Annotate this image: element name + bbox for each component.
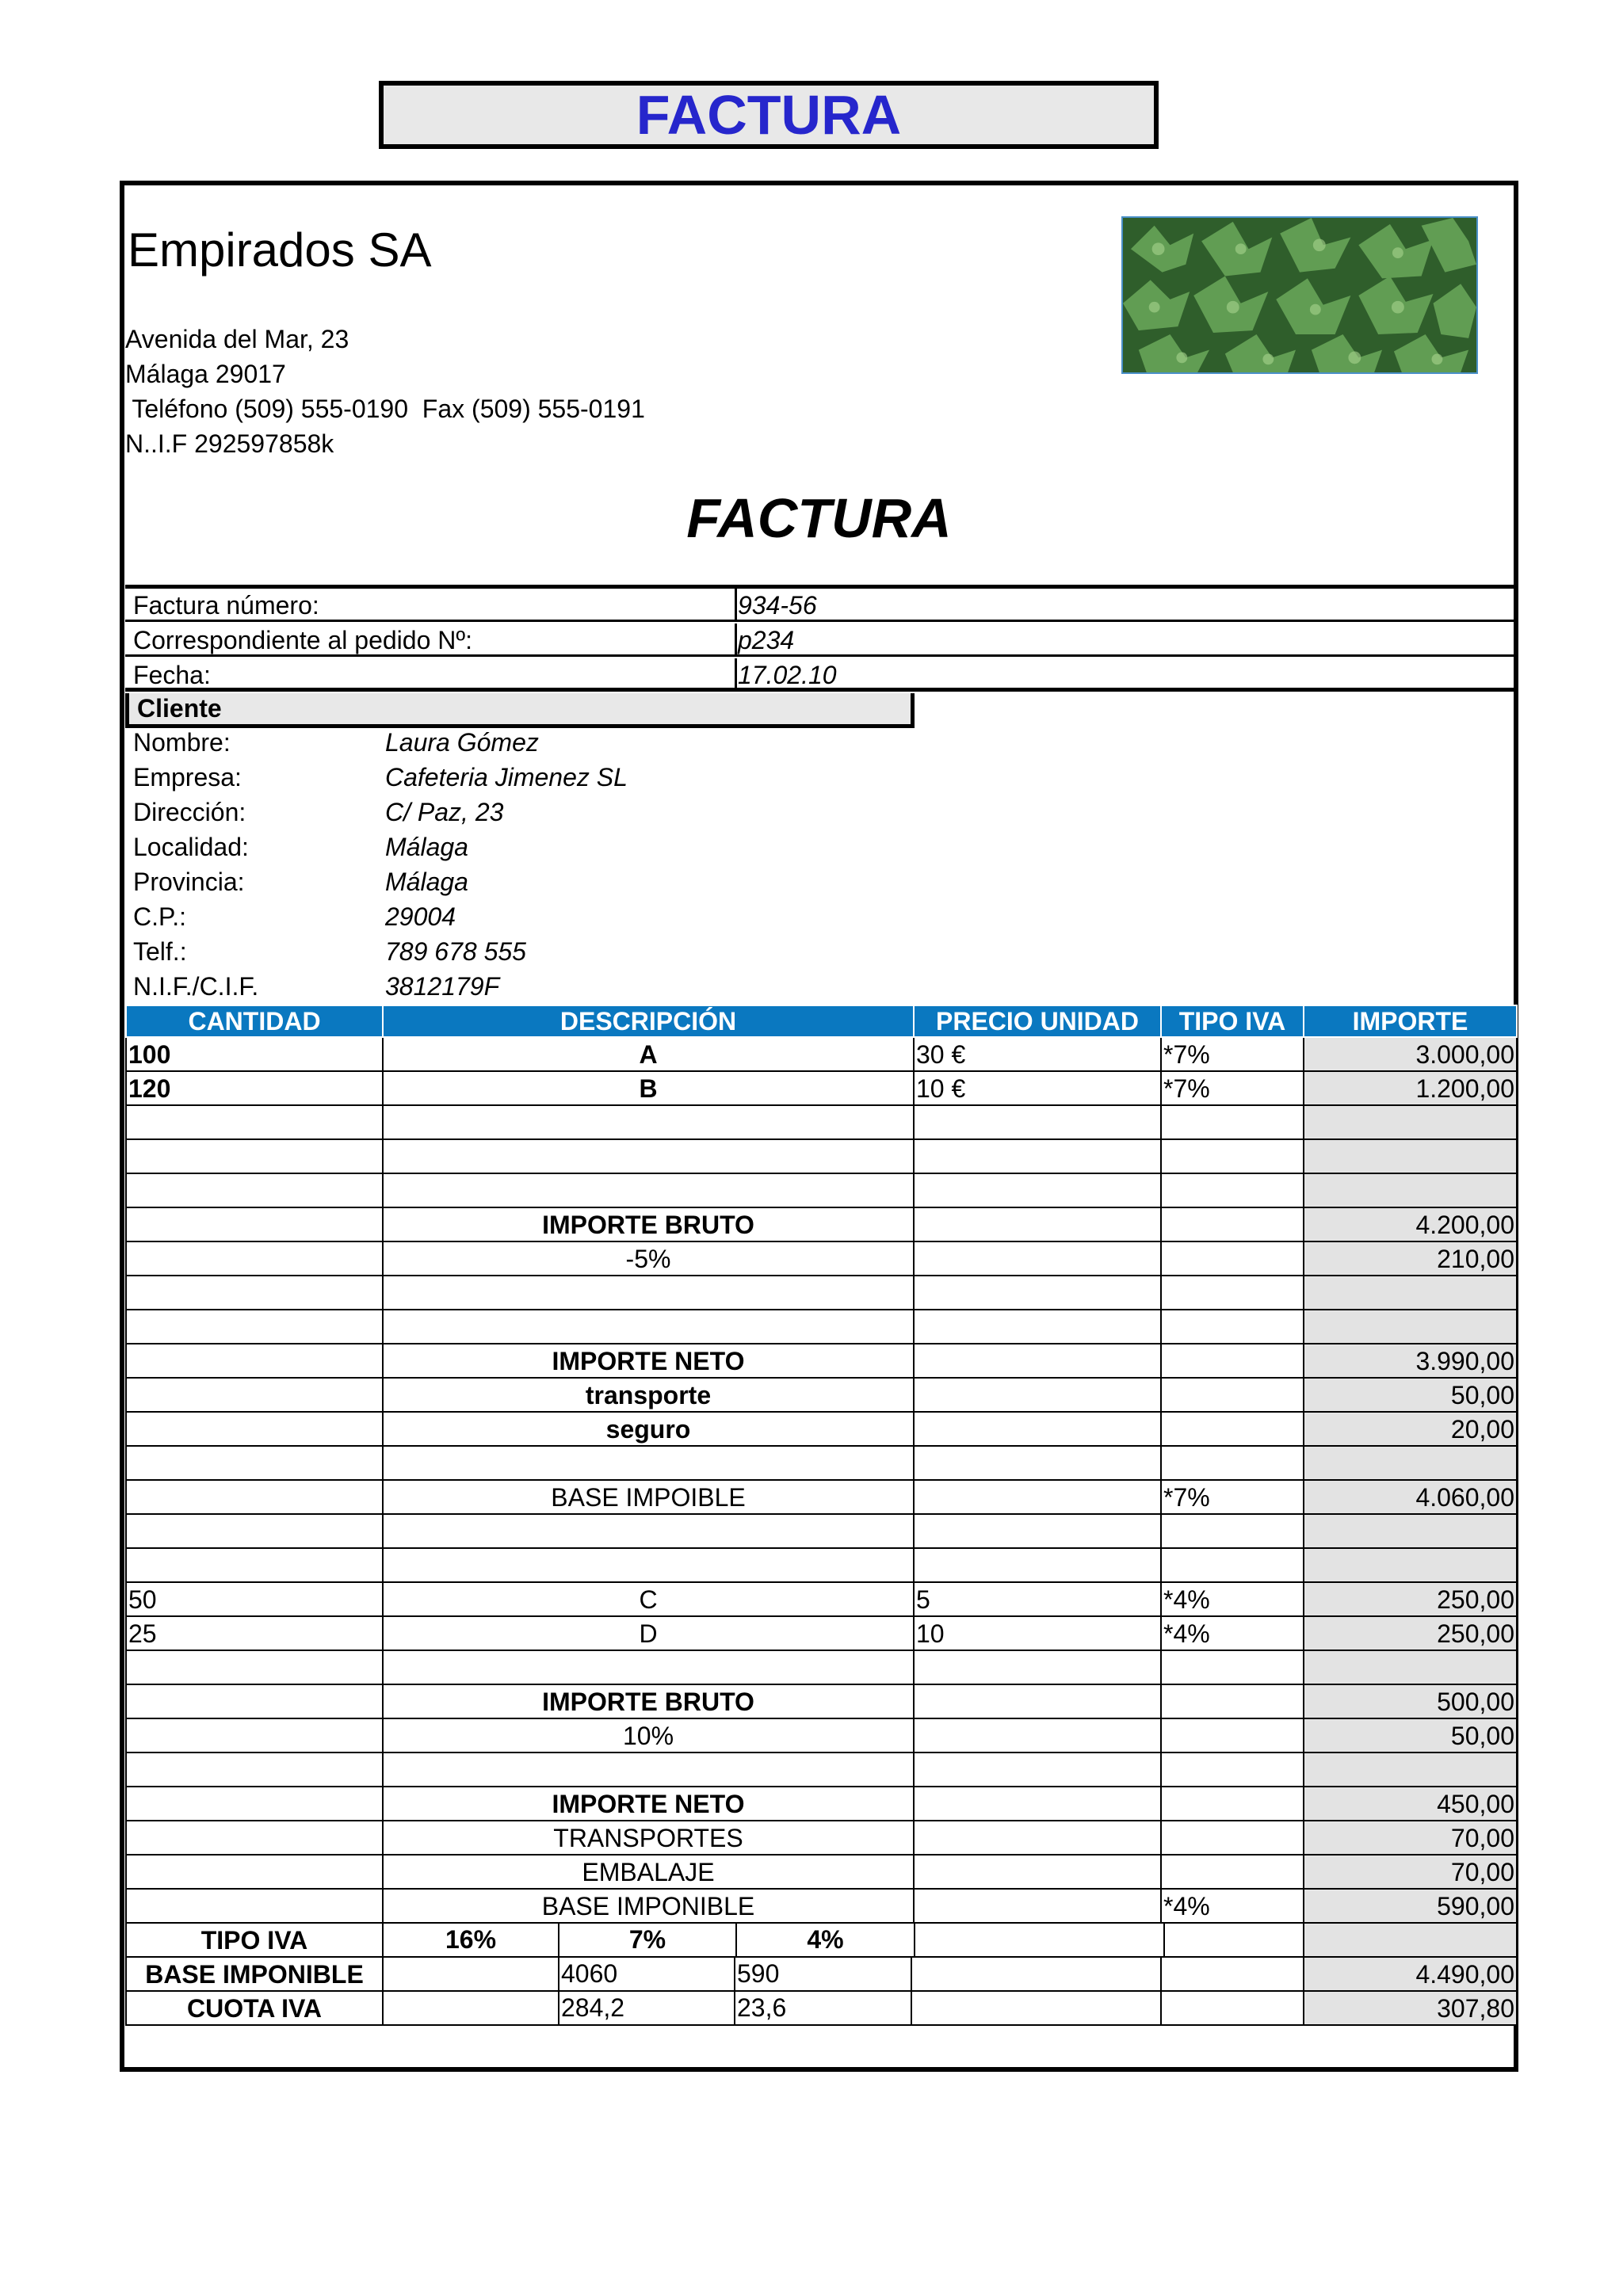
iva-type-cell <box>1161 1650 1304 1684</box>
qty-cell <box>126 1753 383 1787</box>
client-field-label: Localidad: <box>133 833 249 861</box>
order-number-row <box>125 624 1516 657</box>
unit-price-cell <box>914 1514 1161 1548</box>
client-field-label: Provincia: <box>133 868 245 896</box>
qty-cell <box>126 1650 383 1684</box>
amount-cell: 590,00 <box>1304 1889 1517 1923</box>
iva-type-cell: *7% <box>1161 1037 1304 1071</box>
description-cell: IMPORTE BRUTO <box>383 1684 914 1718</box>
iva-type-cell: *4% <box>1161 1889 1304 1923</box>
unit-price-cell <box>914 1855 1161 1889</box>
amount-cell: 500,00 <box>1304 1684 1517 1718</box>
amount-cell: 50,00 <box>1304 1718 1517 1753</box>
table-row <box>126 1412 1517 1446</box>
iva-type-cell: *4% <box>1161 1582 1304 1616</box>
summary-type-4: 4% <box>737 1924 915 1956</box>
amount-cell <box>1304 1105 1517 1139</box>
amount-cell: 210,00 <box>1304 1241 1517 1276</box>
iva-type-cell <box>1161 1412 1304 1446</box>
qty-cell <box>126 1173 383 1207</box>
description-cell <box>383 1276 914 1310</box>
description-cell: D <box>383 1616 914 1650</box>
table-row <box>126 1344 1517 1378</box>
qty-cell <box>126 1241 383 1276</box>
description-cell: BASE IMPOIBLE <box>383 1480 914 1514</box>
table-row <box>126 1378 1517 1412</box>
table-row <box>126 1889 1517 1923</box>
unit-price-cell <box>914 1480 1161 1514</box>
client-field-label: Empresa: <box>133 763 242 791</box>
iva-type-cell <box>1161 1276 1304 1310</box>
qty-cell <box>126 1378 383 1412</box>
description-cell <box>383 1650 914 1684</box>
table-row <box>126 1514 1517 1548</box>
summary-quota-16 <box>384 1992 559 2024</box>
table-row <box>126 1480 1517 1514</box>
iva-type-cell <box>1161 1684 1304 1718</box>
client-field-label: Telf.: <box>133 937 187 966</box>
invoice-number-label: Factura número: <box>133 591 319 620</box>
summary-quota-cells <box>383 1991 1304 2025</box>
summary-quota-total: 307,80 <box>1304 1991 1517 2025</box>
company-address-line2: Málaga 29017 <box>125 360 286 388</box>
iva-type-cell <box>1161 1310 1304 1344</box>
amount-cell: 50,00 <box>1304 1378 1517 1412</box>
description-cell <box>383 1446 914 1480</box>
table-row <box>126 1582 1517 1616</box>
client-field-value: Málaga <box>385 868 468 896</box>
unit-price-cell: 30 € <box>914 1037 1161 1071</box>
amount-cell: 450,00 <box>1304 1787 1517 1821</box>
invoice-number-row <box>125 589 1516 622</box>
table-row <box>126 1753 1517 1787</box>
summary-base-cells <box>383 1957 1304 1991</box>
amount-cell: 250,00 <box>1304 1582 1517 1616</box>
iva-type-cell <box>1161 1855 1304 1889</box>
amount-cell <box>1304 1276 1517 1310</box>
unit-price-cell <box>914 1650 1161 1684</box>
qty-cell <box>126 1276 383 1310</box>
table-row <box>126 1650 1517 1684</box>
description-cell <box>383 1105 914 1139</box>
summary-type-total <box>1304 1923 1517 1957</box>
table-row <box>126 1616 1517 1650</box>
iva-type-cell <box>1161 1718 1304 1753</box>
company-phone-fax: Teléfono (509) 555-0190 Fax (509) 555-0191 <box>125 395 645 423</box>
table-row <box>126 1718 1517 1753</box>
iva-type-cell <box>1161 1787 1304 1821</box>
summary-base-16 <box>384 1958 559 1990</box>
summary-base-label: BASE IMPONIBLE <box>126 1957 383 1991</box>
unit-price-cell <box>914 1753 1161 1787</box>
unit-price-cell <box>914 1446 1161 1480</box>
amount-cell: 70,00 <box>1304 1855 1517 1889</box>
client-field-value: Cafeteria Jimenez SL <box>385 763 628 791</box>
company-logo-image <box>1121 216 1478 374</box>
invoice-date-row <box>125 658 1516 692</box>
header-importe: IMPORTE <box>1304 1005 1517 1037</box>
table-row <box>126 1173 1517 1207</box>
table-row <box>126 1139 1517 1173</box>
summary-quota-label: CUOTA IVA <box>126 1991 383 2025</box>
amount-cell <box>1304 1650 1517 1684</box>
client-field-value: Málaga <box>385 833 468 861</box>
client-field-value: C/ Paz, 23 <box>385 798 504 826</box>
description-cell: IMPORTE BRUTO <box>383 1207 914 1241</box>
amount-cell: 4.200,00 <box>1304 1207 1517 1241</box>
unit-price-cell <box>914 1378 1161 1412</box>
iva-type-cell <box>1161 1548 1304 1582</box>
amount-cell: 20,00 <box>1304 1412 1517 1446</box>
qty-cell: 50 <box>126 1582 383 1616</box>
client-field-label: C.P.: <box>133 902 186 931</box>
description-cell: transporte <box>383 1378 914 1412</box>
iva-type-cell <box>1161 1105 1304 1139</box>
amount-cell: 1.200,00 <box>1304 1071 1517 1105</box>
description-cell: A <box>383 1037 914 1071</box>
unit-price-cell <box>914 1344 1161 1378</box>
table-row <box>126 1105 1517 1139</box>
amount-cell <box>1304 1310 1517 1344</box>
iva-type-cell <box>1161 1821 1304 1855</box>
client-field-value: Laura Gómez <box>385 728 539 757</box>
header-descripcion: DESCRIPCIÓN <box>383 1005 914 1037</box>
description-cell: BASE IMPONIBLE <box>383 1889 914 1923</box>
document-title: FACTURA <box>686 487 952 549</box>
unit-price-cell <box>914 1821 1161 1855</box>
unit-price-cell <box>914 1412 1161 1446</box>
client-field-value: 29004 <box>385 902 456 931</box>
unit-price-cell <box>914 1548 1161 1582</box>
summary-type-7: 7% <box>559 1924 737 1956</box>
unit-price-cell <box>914 1889 1161 1923</box>
description-cell: -5% <box>383 1241 914 1276</box>
iva-type-cell <box>1161 1207 1304 1241</box>
iva-type-cell: *7% <box>1161 1480 1304 1514</box>
table-row <box>126 1241 1517 1276</box>
description-cell: EMBALAJE <box>383 1855 914 1889</box>
invoice-date-value: 17.02.10 <box>738 661 837 689</box>
amount-cell <box>1304 1753 1517 1787</box>
header-cantidad: CANTIDAD <box>126 1005 383 1037</box>
unit-price-cell <box>914 1241 1161 1276</box>
invoice-number-value: 934-56 <box>738 591 817 620</box>
description-cell: C <box>383 1582 914 1616</box>
qty-cell <box>126 1889 383 1923</box>
qty-cell <box>126 1446 383 1480</box>
qty-cell <box>126 1514 383 1548</box>
table-row <box>126 1787 1517 1821</box>
qty-cell: 120 <box>126 1071 383 1105</box>
qty-cell <box>126 1548 383 1582</box>
amount-cell: 4.060,00 <box>1304 1480 1517 1514</box>
description-cell: TRANSPORTES <box>383 1821 914 1855</box>
unit-price-cell <box>914 1207 1161 1241</box>
company-nif: N..I.F 292597858k <box>125 429 334 458</box>
description-cell: B <box>383 1071 914 1105</box>
qty-cell <box>126 1787 383 1821</box>
client-field-label: Dirección: <box>133 798 246 826</box>
iva-type-cell: *4% <box>1161 1616 1304 1650</box>
items-table <box>125 1005 1518 2026</box>
unit-price-cell <box>914 1173 1161 1207</box>
description-cell: IMPORTE NETO <box>383 1787 914 1821</box>
iva-type-cell <box>1161 1446 1304 1480</box>
summary-type-cells <box>383 1923 1304 1957</box>
description-cell: 10% <box>383 1718 914 1753</box>
qty-cell <box>126 1412 383 1446</box>
summary-type-label: TIPO IVA <box>126 1923 383 1957</box>
order-number-label: Correspondiente al pedido Nº: <box>133 626 472 654</box>
amount-cell <box>1304 1173 1517 1207</box>
iva-type-cell <box>1161 1378 1304 1412</box>
table-row <box>126 1446 1517 1480</box>
description-cell <box>383 1548 914 1582</box>
qty-cell <box>126 1344 383 1378</box>
table-row <box>126 1855 1517 1889</box>
qty-cell: 25 <box>126 1616 383 1650</box>
description-cell <box>383 1753 914 1787</box>
iva-type-cell <box>1161 1139 1304 1173</box>
table-row <box>126 1684 1517 1718</box>
description-cell <box>383 1514 914 1548</box>
description-cell <box>383 1310 914 1344</box>
amount-cell: 3.990,00 <box>1304 1344 1517 1378</box>
iva-type-cell <box>1161 1753 1304 1787</box>
amount-cell: 250,00 <box>1304 1616 1517 1650</box>
table-row <box>126 1037 1517 1071</box>
table-row <box>126 1548 1517 1582</box>
summary-quota-4: 23,6 <box>735 1992 912 2024</box>
summary-base-4: 590 <box>735 1958 912 1990</box>
summary-quota-row <box>126 1991 1517 2025</box>
unit-price-cell <box>914 1310 1161 1344</box>
table-row <box>126 1207 1517 1241</box>
qty-cell <box>126 1684 383 1718</box>
unit-price-cell <box>914 1684 1161 1718</box>
client-heading: Cliente <box>125 693 915 728</box>
qty-cell <box>126 1855 383 1889</box>
summary-base-row <box>126 1957 1517 1991</box>
invoice-date-label: Fecha: <box>133 661 211 689</box>
items-header-row <box>126 1005 1517 1037</box>
unit-price-cell <box>914 1139 1161 1173</box>
company-name: Empirados SA <box>128 223 432 277</box>
unit-price-cell: 10 € <box>914 1071 1161 1105</box>
unit-price-cell: 10 <box>914 1616 1161 1650</box>
qty-cell <box>126 1310 383 1344</box>
qty-cell <box>126 1480 383 1514</box>
order-number-value: p234 <box>738 626 795 654</box>
unit-price-cell <box>914 1276 1161 1310</box>
table-row <box>126 1821 1517 1855</box>
table-row <box>126 1310 1517 1344</box>
amount-cell: 70,00 <box>1304 1821 1517 1855</box>
qty-cell: 100 <box>126 1037 383 1071</box>
qty-cell <box>126 1105 383 1139</box>
unit-price-cell: 5 <box>914 1582 1161 1616</box>
amount-cell <box>1304 1514 1517 1548</box>
unit-price-cell <box>914 1105 1161 1139</box>
unit-price-cell <box>914 1787 1161 1821</box>
client-field-label: Nombre: <box>133 728 231 757</box>
description-cell <box>383 1139 914 1173</box>
unit-price-cell <box>914 1718 1161 1753</box>
iva-type-cell <box>1161 1344 1304 1378</box>
amount-cell <box>1304 1446 1517 1480</box>
table-row <box>126 1071 1517 1105</box>
amount-cell: 3.000,00 <box>1304 1037 1517 1071</box>
summary-base-total: 4.490,00 <box>1304 1957 1517 1991</box>
iva-type-cell <box>1161 1173 1304 1207</box>
amount-cell <box>1304 1139 1517 1173</box>
summary-type-row <box>126 1923 1517 1957</box>
qty-cell <box>126 1139 383 1173</box>
client-field-value: 789 678 555 <box>385 937 526 966</box>
summary-quota-7: 284,2 <box>559 1992 735 2024</box>
qty-cell <box>126 1821 383 1855</box>
description-cell: IMPORTE NETO <box>383 1344 914 1378</box>
client-field-value: 3812179F <box>385 972 500 1001</box>
iva-type-cell <box>1161 1241 1304 1276</box>
amount-cell <box>1304 1548 1517 1582</box>
summary-type-16: 16% <box>384 1924 559 1956</box>
description-cell: seguro <box>383 1412 914 1446</box>
qty-cell <box>126 1718 383 1753</box>
header-tipo-iva: TIPO IVA <box>1161 1005 1304 1037</box>
company-address-line1: Avenida del Mar, 23 <box>125 325 349 353</box>
summary-base-7: 4060 <box>559 1958 735 1990</box>
header-precio-unidad: PRECIO UNIDAD <box>914 1005 1161 1037</box>
table-row <box>126 1276 1517 1310</box>
iva-type-cell: *7% <box>1161 1071 1304 1105</box>
description-cell <box>383 1173 914 1207</box>
qty-cell <box>126 1207 383 1241</box>
iva-type-cell <box>1161 1514 1304 1548</box>
client-field-label: N.I.F./C.I.F. <box>133 972 259 1001</box>
banner-title: FACTURA <box>379 81 1159 149</box>
